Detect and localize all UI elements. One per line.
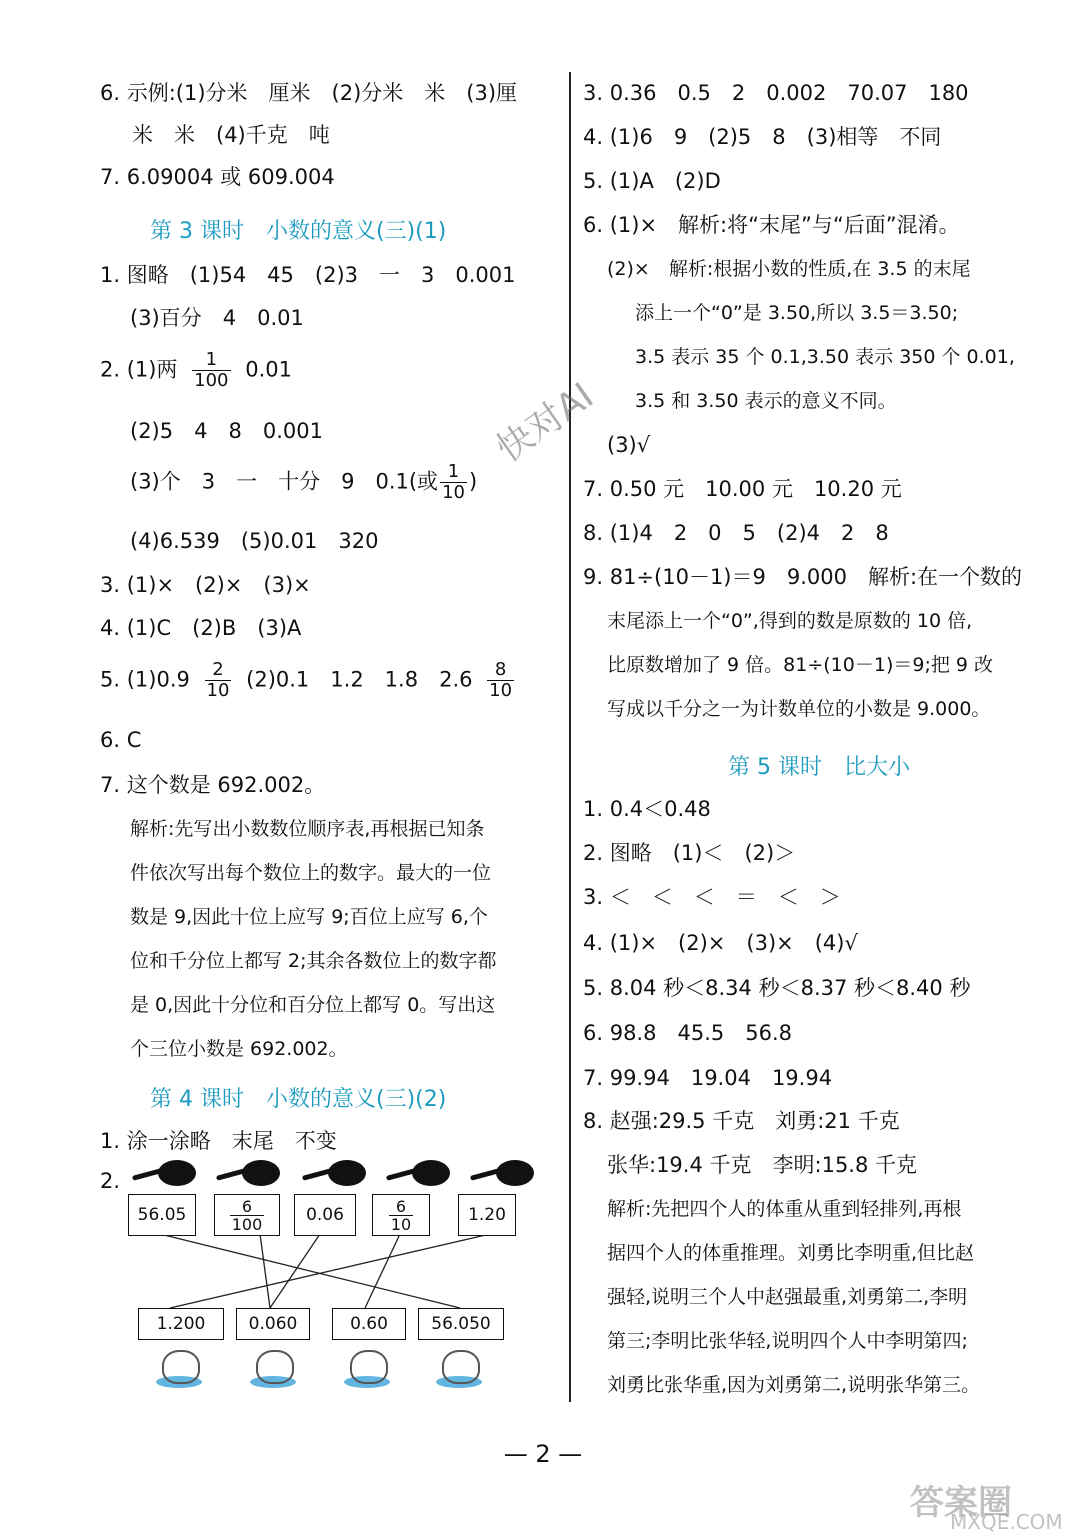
fraction: [487, 660, 514, 701]
s3-answer-3: 3. (1)× (2)× (3)×: [100, 573, 311, 597]
tadpole-card: [214, 1194, 280, 1236]
frog-icon: [344, 1350, 390, 1390]
s3-answer-2-4: (4)6.539 (5)0.01 320: [130, 529, 379, 553]
s5-explanation-line: 刘勇比张华重,因为刘勇第二,说明张华第三。: [607, 1374, 981, 1396]
s5-answer-3: 3. ＜ ＜ ＜ ＝ ＜ ＞: [583, 885, 841, 909]
answer-7: 7. 0.50 元 10.00 元 10.20 元: [583, 477, 902, 501]
frog-icon: [250, 1350, 296, 1390]
answer-6-cont: 米 米 (4)千克 吨: [132, 123, 330, 147]
frog-card: 56.050: [418, 1308, 504, 1340]
s3-explanation-line: 是 0,因此十分位和百分位上都写 0。写出这: [130, 994, 496, 1016]
s4-answer-2: 2.: [100, 1169, 121, 1193]
column-divider: [569, 72, 571, 1402]
answer-9: 9. 81÷(10－1)＝9 9.000 解析:在一个数的: [583, 565, 1023, 589]
fraction-denominator: 100: [194, 370, 229, 391]
tadpole-icon: [412, 1160, 450, 1186]
frog-icon: [156, 1350, 202, 1390]
s3-answer-2-1-pre: 2. (1)两: [100, 357, 178, 382]
s3-answer-1: 1. 图略 (1)54 45 (2)3 一 3 0.001: [100, 263, 516, 287]
fraction-denominator: 10: [206, 680, 230, 701]
answer-5: 5. (1)A (2)D: [583, 169, 721, 193]
s3-answer-2-1-post: 0.01: [245, 357, 292, 382]
s3-answer-2-1: [100, 350, 292, 391]
s3-answer-4: 4. (1)C (2)B (3)A: [100, 616, 302, 640]
answer-9-cont: 写成以千分之一为计数单位的小数是 9.000。: [607, 698, 991, 720]
s5-answer-5: 5. 8.04 秒＜8.34 秒＜8.37 秒＜8.40 秒: [583, 976, 971, 1000]
page-number: — 2 —: [503, 1440, 583, 1468]
fraction: [230, 1198, 265, 1233]
answer-8: 8. (1)4 2 0 5 (2)4 2 8: [583, 521, 889, 545]
s4-answer-1: 1. 涂一涂略 末尾 不变: [100, 1129, 337, 1153]
s3-answer-7: 7. 这个数是 692.002。: [100, 773, 326, 797]
answer-6-2-cont: 3.5 表示 35 个 0.1,3.50 表示 350 个 0.01,: [635, 346, 1015, 368]
s3-answer-5-pre: 5. (1)0.9: [100, 667, 190, 692]
s3-answer-2-3-post: ): [468, 469, 478, 494]
s3-answer-5-mid: (2)0.1 1.2 1.8 2.6: [246, 667, 473, 692]
s3-answer-2-3: [130, 462, 477, 503]
tadpole-card: 56.05: [128, 1194, 196, 1236]
s5-answer-8: 8. 赵强:29.5 千克 刘勇:21 千克: [583, 1109, 900, 1133]
s5-answer-4: 4. (1)× (2)× (3)× (4)√: [583, 931, 858, 955]
section-title-lesson-5: 第 5 课时 比大小: [728, 755, 910, 780]
fraction-denominator: 10: [390, 1214, 412, 1234]
fraction: [440, 462, 467, 503]
site-logo: 答案圈: [910, 1483, 1012, 1523]
s3-explanation-line: 位和千分位上都写 2;其余各数位上的数字都: [130, 950, 497, 972]
fraction-denominator: 100: [231, 1214, 263, 1234]
answer-6-2-cont: 3.5 和 3.50 表示的意义不同。: [635, 390, 897, 412]
frog-card: 0.60: [332, 1308, 406, 1340]
s3-explanation-line: 数是 9,因此十位上应写 9;百位上应写 6,个: [130, 906, 488, 928]
frog-icon: [436, 1350, 482, 1390]
tadpole-icon: [496, 1160, 534, 1186]
answer-6-1: 6. (1)× 解析:将“末尾”与“后面”混淆。: [583, 213, 960, 237]
s5-answer-7: 7. 99.94 19.04 19.94: [583, 1066, 833, 1090]
s5-answer-6: 6. 98.8 45.5 56.8: [583, 1021, 792, 1045]
match-line: [170, 1234, 490, 1308]
tadpole-frog-matching-figure: [100, 1160, 560, 1400]
answer-6: 6. 示例:(1)分米 厘米 (2)分米 米 (3)厘: [100, 81, 518, 105]
s3-answer-1-cont: (3)百分 4 0.01: [130, 306, 304, 330]
site-url: MXQE.COM: [950, 1510, 1063, 1534]
tadpole-card: [372, 1194, 430, 1236]
tadpole-card: 0.06: [294, 1194, 356, 1236]
answer-6-3: (3)√: [607, 433, 651, 457]
s3-explanation-line: 解析:先写出小数数位顺序表,再根据已知条: [130, 818, 485, 840]
fraction-numerator: 1: [205, 349, 218, 370]
fraction-numerator: 2: [212, 659, 224, 680]
s5-explanation-line: 据四个人的体重推理。刘勇比李明重,但比赵: [607, 1242, 975, 1264]
s5-answer-2: 2. 图略 (1)＜ (2)＞: [583, 841, 796, 865]
fraction-numerator: 8: [494, 659, 507, 680]
tadpole-icon: [328, 1160, 366, 1186]
answer-6-2: (2)× 解析:根据小数的性质,在 3.5 的末尾: [607, 258, 971, 280]
watermark: 快对AI: [489, 375, 602, 471]
fraction-numerator: 6: [395, 1196, 407, 1216]
s5-answer-8-cont: 张华:19.4 千克 李明:15.8 千克: [607, 1153, 918, 1177]
fraction: [205, 660, 232, 701]
match-line: [160, 1234, 460, 1308]
s5-explanation-line: 解析:先把四个人的体重从重到轻排列,再根: [607, 1198, 962, 1220]
section-title-lesson-3: 第 3 课时 小数的意义(三)(1): [150, 219, 447, 244]
s3-answer-6: 6. C: [100, 728, 142, 752]
tadpole-icon: [242, 1160, 280, 1186]
fraction-denominator: 10: [489, 680, 513, 701]
s5-answer-1: 1. 0.4＜0.48: [583, 797, 711, 821]
fraction-denominator: 10: [442, 482, 465, 503]
frog-card: 1.200: [138, 1308, 224, 1340]
match-line: [365, 1234, 400, 1308]
frog-card: 0.060: [236, 1308, 310, 1340]
s5-explanation-line: 第三;李明比张华轻,说明四个人中李明第四;: [607, 1330, 968, 1352]
answer-6-2-cont: 添上一个“0”是 3.50,所以 3.5＝3.50;: [635, 302, 959, 324]
fraction: [192, 350, 230, 391]
answer-9-cont: 比原数增加了 9 倍。81÷(10－1)＝9;把 9 改: [607, 654, 994, 676]
match-line: [260, 1234, 270, 1308]
s3-answer-2-2: (2)5 4 8 0.001: [130, 419, 323, 443]
section-title-lesson-4: 第 4 课时 小数的意义(三)(2): [150, 1087, 447, 1112]
s5-explanation-line: 强轻,说明三个人中赵强最重,刘勇第二,李明: [607, 1286, 968, 1308]
fraction: [389, 1198, 413, 1233]
tadpole-icon: [158, 1160, 196, 1186]
answer-4: 4. (1)6 9 (2)5 8 (3)相等 不同: [583, 125, 942, 149]
s3-explanation-line: 个三位小数是 692.002。: [130, 1038, 348, 1060]
fraction-numerator: 6: [241, 1196, 253, 1216]
answer-3: 3. 0.36 0.5 2 0.002 70.07 180: [583, 81, 969, 105]
tadpole-card: 1.20: [458, 1194, 516, 1236]
s3-answer-5: [100, 660, 522, 701]
s3-explanation-line: 件依次写出每个数位上的数字。最大的一位: [130, 862, 492, 884]
fraction-numerator: 1: [447, 461, 460, 482]
answer-9-cont: 末尾添上一个“0”,得到的数是原数的 10 倍,: [607, 610, 973, 632]
answer-7: 7. 6.09004 或 609.004: [100, 165, 335, 189]
s3-answer-2-3-pre: (3)个 3 一 十分 9 0.1(或: [130, 469, 439, 494]
